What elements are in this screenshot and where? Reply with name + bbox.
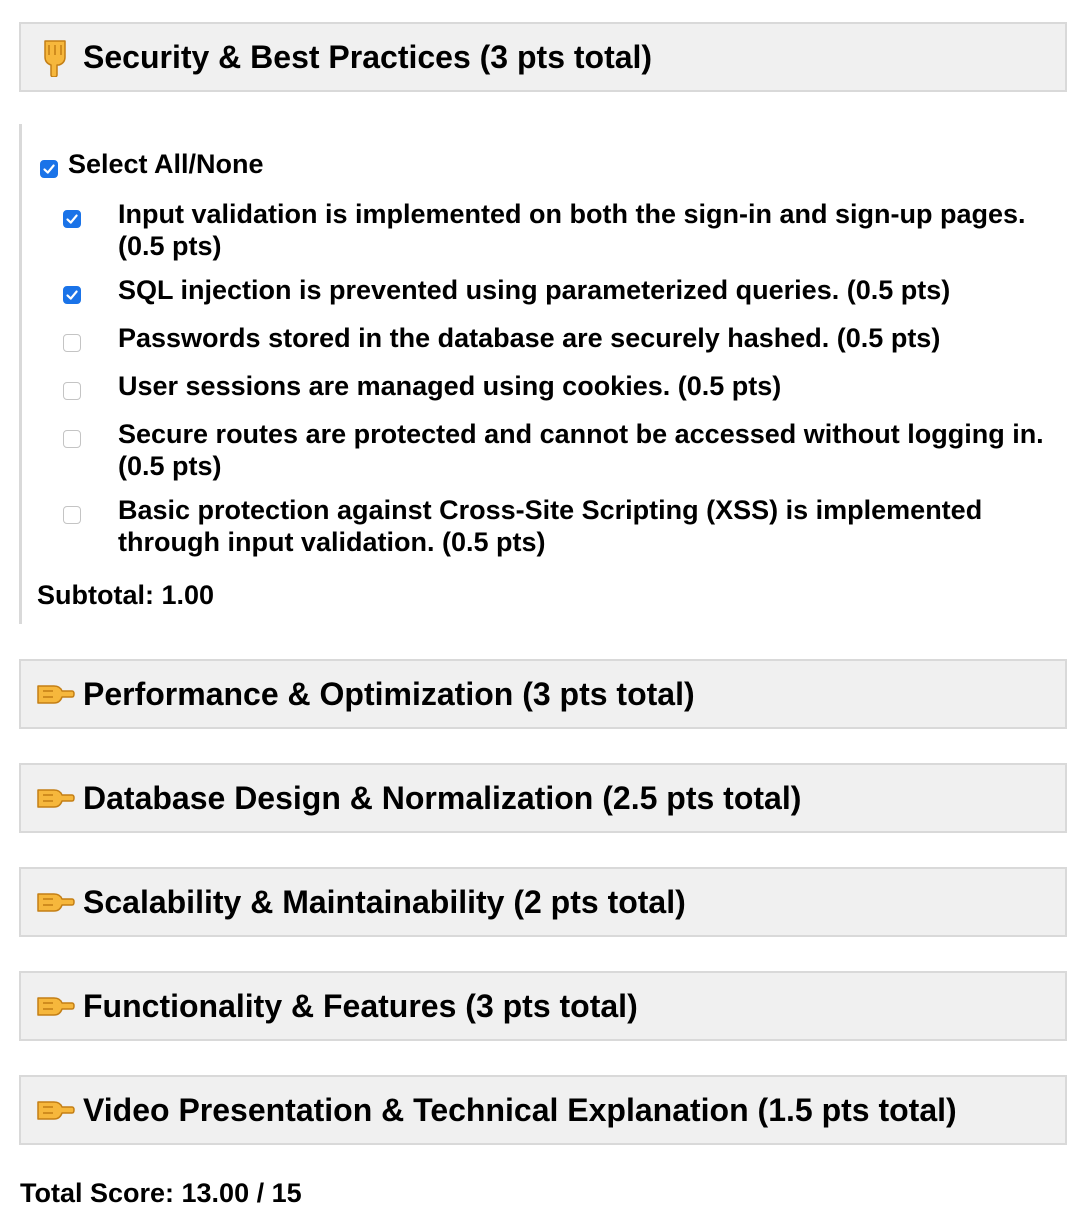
criterion-label-input-validation: Input validation is implemented on both the sign-in and sign-up pages. (0.5 pts) xyxy=(118,199,1026,261)
criterion-label-xss-protection: Basic protection against Cross-Site Scripting (XSS) is implemented through input validation. (0.5 pts) xyxy=(118,495,983,557)
section-title: Database Design & Normalization (2.5 pts total) xyxy=(83,779,802,816)
select-all-checkbox[interactable] xyxy=(40,160,58,178)
section-header-database-design[interactable] xyxy=(19,763,1067,833)
section-title: Security & Best Practices (3 pts total) xyxy=(83,38,653,75)
total-score: Total Score: 13.00 / 15 xyxy=(20,1178,302,1208)
section-title: Video Presentation & Technical Explanation (1.5 pts total) xyxy=(83,1091,957,1128)
section-title: Performance & Optimization (3 pts total) xyxy=(83,675,695,712)
select-all-label: Select All/None xyxy=(68,149,264,179)
hand-pointing-right-icon xyxy=(35,778,75,818)
criterion-label-sql-injection: SQL injection is prevented using parameterized queries. (0.5 pts) xyxy=(118,275,951,305)
criterion-label-password-hashing: Passwords stored in the database are securely hashed. (0.5 pts) xyxy=(118,323,941,353)
hand-pointing-right-icon xyxy=(35,674,75,714)
criterion-checkbox-password-hashing[interactable] xyxy=(63,334,81,352)
section-header-security[interactable] xyxy=(19,22,1067,92)
section-header-scalability[interactable] xyxy=(19,867,1067,937)
section-header-video-presentation[interactable] xyxy=(19,1075,1067,1145)
section-title: Scalability & Maintainability (2 pts total) xyxy=(83,883,686,920)
criterion-label-secure-routes: Secure routes are protected and cannot be accessed without logging in. (0.5 pts) xyxy=(118,419,1044,481)
section-title: Functionality & Features (3 pts total) xyxy=(83,987,638,1024)
criterion-checkbox-xss-protection[interactable] xyxy=(63,506,81,524)
criterion-checkbox-input-validation[interactable] xyxy=(63,210,81,228)
hand-pointing-right-icon xyxy=(35,882,75,922)
criterion-checkbox-sql-injection[interactable] xyxy=(63,286,81,304)
hand-pointing-right-icon xyxy=(35,986,75,1026)
criterion-label-session-cookies: User sessions are managed using cookies. (0.5 pts) xyxy=(118,371,782,401)
criterion-checkbox-secure-routes[interactable] xyxy=(63,430,81,448)
hand-pointing-down-icon xyxy=(35,37,75,77)
hand-pointing-right-icon xyxy=(35,1090,75,1130)
subtotal: Subtotal: 1.00 xyxy=(37,580,215,610)
section-header-performance[interactable] xyxy=(19,659,1067,729)
criterion-checkbox-session-cookies[interactable] xyxy=(63,382,81,400)
section-header-functionality[interactable] xyxy=(19,971,1067,1041)
